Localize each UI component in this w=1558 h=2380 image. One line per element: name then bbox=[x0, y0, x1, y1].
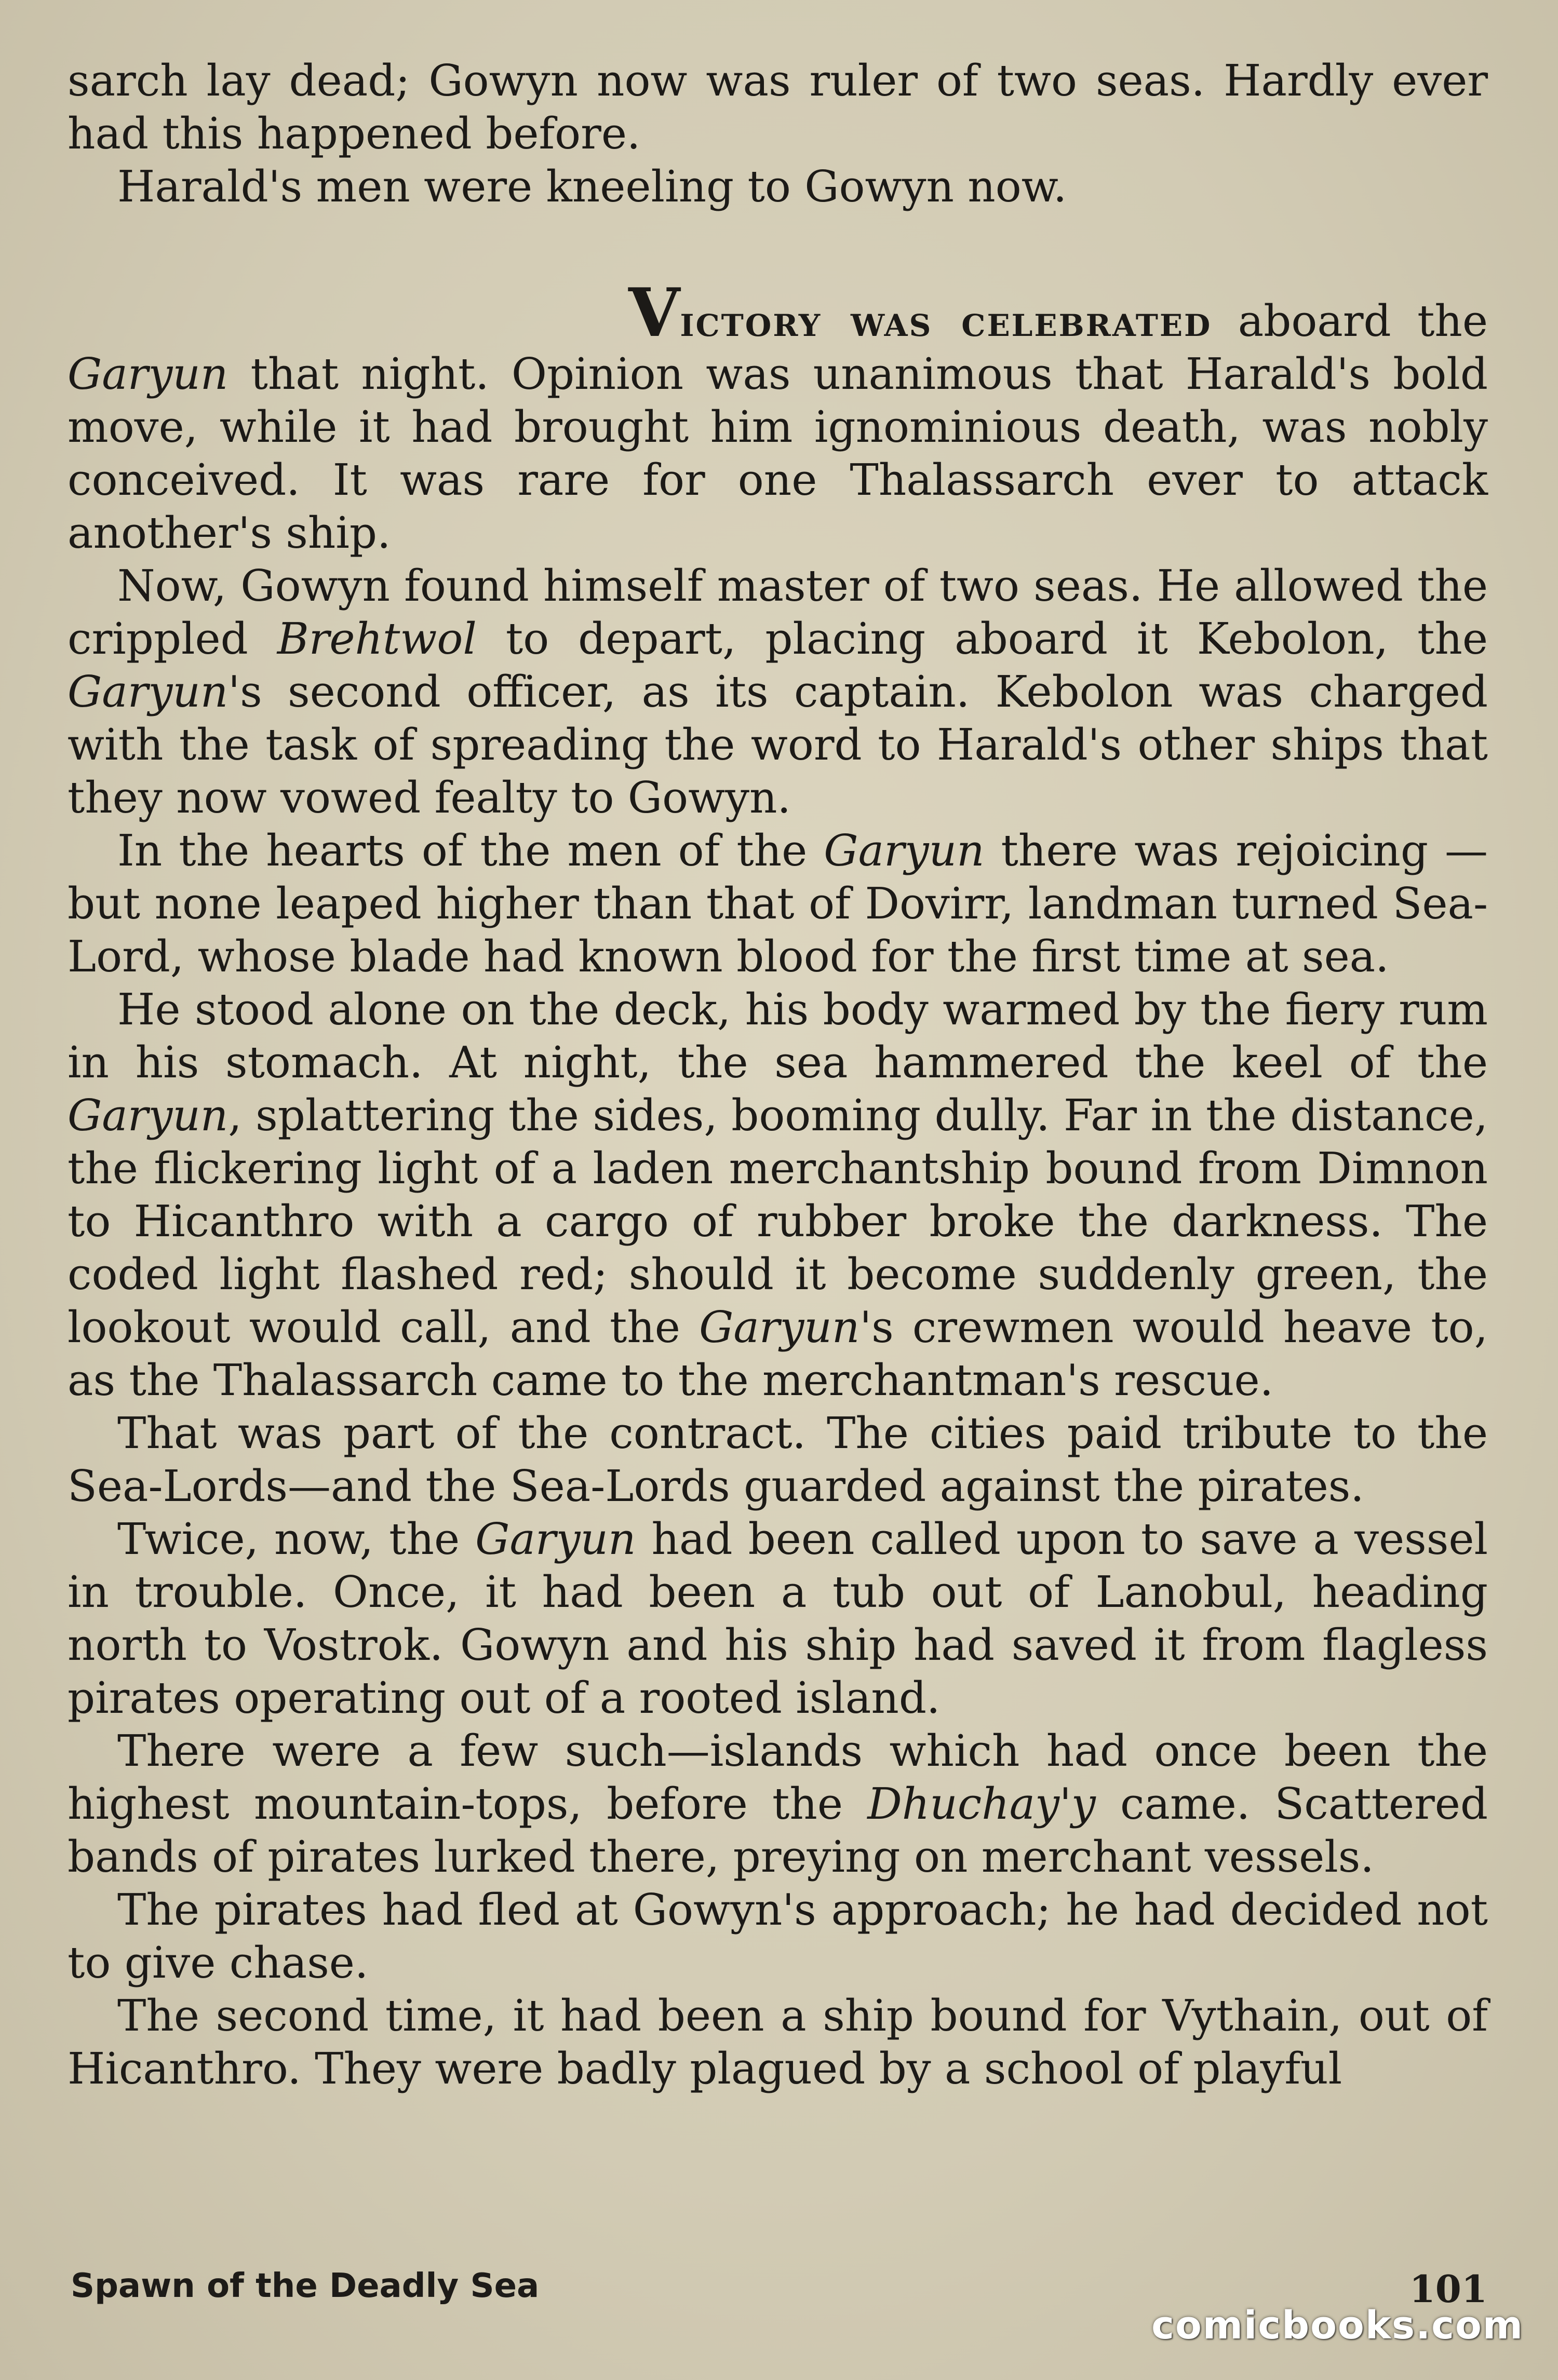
ship-name: Brehtwol bbox=[277, 614, 477, 664]
paragraph-twice bbox=[68, 1513, 1488, 1725]
footer-story-title: Spawn of the Deadly Sea bbox=[71, 2267, 540, 2305]
p6-text-a: Twice, now, the bbox=[117, 1514, 476, 1564]
victory-text-b: that night. Opinion was unanimous that Harald's bold move, while it had brought him ignominious death, was nobly conceived. It was rare for one Thalassarch ever to attack another's ship. bbox=[68, 349, 1488, 558]
page-number: 101 bbox=[1409, 2267, 1487, 2311]
p2-text-b: to depart, placing aboard it Kebolon, the bbox=[476, 614, 1488, 664]
paragraph-kneeling bbox=[68, 160, 1488, 213]
p4-text-c: 's crewmen would heave to, as the Thalassarch came to the merchantman's rescue. bbox=[68, 1302, 1488, 1405]
paragraph-pirates-fled bbox=[68, 1884, 1488, 1990]
p6-text-b: had been called upon to save a vessel in trouble. Once, it had been a tub out of Lanobul, heading north to Vostrok. Gowyn and his ship had saved it from flagless pirates operating out of a rooted island. bbox=[68, 1514, 1488, 1723]
p2-text-a: Now, Gowyn found himself master of two seas. He allowed the crippled bbox=[68, 561, 1488, 664]
site-watermark: comicbooks.com bbox=[1151, 2303, 1524, 2348]
ship-name: Garyun bbox=[68, 1090, 229, 1141]
p7-text-a: There were a few such—islands which had once been the highest mountain-tops, before the bbox=[68, 1726, 1488, 1829]
lead-small-caps: ictory was celebrated bbox=[680, 295, 1212, 346]
paragraph-islands bbox=[68, 1725, 1488, 1884]
paragraph-deck bbox=[68, 983, 1488, 1407]
paragraph-master-of-seas bbox=[68, 560, 1488, 824]
paragraph-second-time bbox=[68, 1990, 1488, 2095]
paragraph-opening-text: sarch lay dead; Gowyn now was ruler of two seas. Hardly ever had this happened before. bbox=[68, 56, 1488, 159]
paragraph-contract bbox=[68, 1407, 1488, 1513]
story-text bbox=[68, 55, 1488, 2095]
p3-text-b: there was rejoicing —but none leaped higher than that of Dovirr, landman turned Sea-Lord, whose blade had known blood for the first time at sea. bbox=[68, 826, 1488, 982]
ship-name: Garyun bbox=[824, 826, 985, 876]
p4-text-b: , splattering the sides, booming dully. Far in the distance, the flickering light of a laden merchantship bound from Dimnon to Hicanthro with a cargo of rubber broke the darkness. The coded light flashed red; should it become suddenly green, the lookout would call, and the bbox=[68, 1090, 1488, 1353]
ship-name: Garyun bbox=[475, 1514, 636, 1564]
paragraph-opening bbox=[68, 55, 1488, 160]
p5-text: That was part of the contract. The cities paid tribute to the Sea-Lords—and the Sea-Lords guarded against the pirates. bbox=[68, 1408, 1488, 1511]
proper-name: Dhuchay'y bbox=[867, 1779, 1096, 1829]
paragraph-victory bbox=[68, 274, 1488, 560]
ship-name: Garyun bbox=[68, 349, 229, 399]
drop-cap: V bbox=[628, 274, 680, 352]
p2-text-c: 's second officer, as its captain. Kebolon was charged with the task of spreading the word to Harald's other ships that they now vowed fealty to Gowyn. bbox=[68, 667, 1488, 823]
paragraph-rejoicing bbox=[68, 824, 1488, 983]
p8-text: The pirates had fled at Gowyn's approach; he had decided not to give chase. bbox=[68, 1885, 1488, 1988]
section-break bbox=[68, 213, 1488, 292]
p7-text-b: came. Scattered bands of pirates lurked there, preying on merchant vessels. bbox=[68, 1779, 1488, 1882]
p4-text-a: He stood alone on the deck, his body warmed by the fiery rum in his stomach. At night, the sea hammered the keel of the bbox=[68, 984, 1488, 1088]
victory-text-a: aboard the bbox=[1212, 296, 1488, 346]
ship-name: Garyun bbox=[68, 667, 229, 717]
ship-name: Garyun bbox=[699, 1302, 860, 1353]
p3-text-a: In the hearts of the men of the bbox=[117, 826, 824, 876]
paragraph-kneeling-text: Harald's men were kneeling to Gowyn now. bbox=[117, 161, 1067, 212]
p9-text: The second time, it had been a ship bound for Vythain, out of Hicanthro. They were badly plagued by a school of playful bbox=[68, 1991, 1488, 2094]
